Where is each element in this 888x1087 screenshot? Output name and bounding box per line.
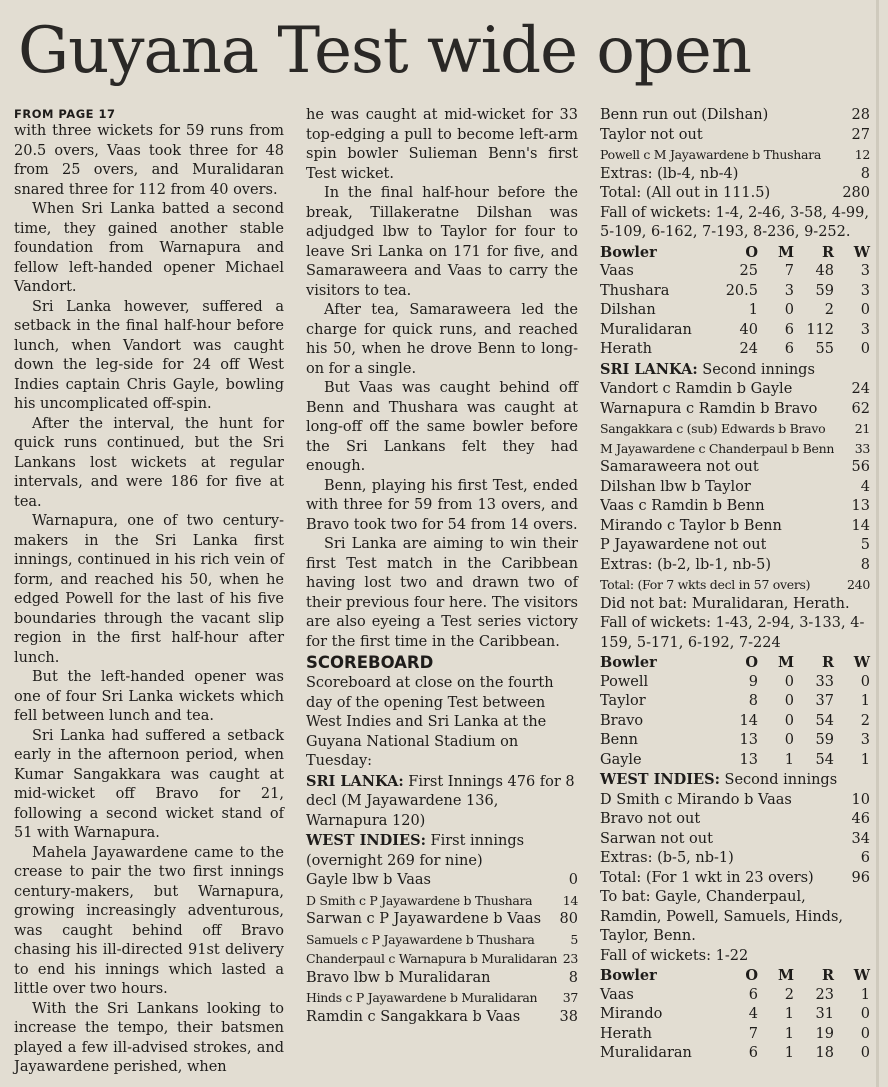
bowling-table-sl-2 (600, 966, 870, 1064)
team-label: WEST INDIES: (600, 771, 720, 788)
batting-row (600, 556, 870, 576)
batting-row (306, 949, 578, 969)
team-label: WEST INDIES: (306, 832, 426, 849)
bowling-row (600, 321, 870, 341)
page-edge-rule (876, 0, 879, 1087)
runs: 8 (568, 969, 578, 986)
runs: 6 (860, 850, 870, 866)
batsman-dismissal: M Jayawardene c Chanderpaul b Benn (600, 440, 835, 456)
bowling-header-cell: Bowler (600, 654, 657, 671)
bowling-row (600, 673, 870, 693)
article-paragraph: After the interval, the hunt for quick runs continued, but the Sri Lankans lost wickets at regular intervals, and were 186 for five at tea. (14, 415, 284, 510)
batsman-dismissal: P Jayawardene not out (600, 537, 767, 553)
bowling-figure: 18 (815, 1045, 834, 1061)
bowling-figure: 1 (784, 1045, 794, 1061)
bowling-figure: 0 (784, 732, 794, 748)
runs: 14 (562, 892, 578, 908)
runs: 10 (851, 791, 870, 808)
bowling-figure: 25 (739, 263, 758, 279)
batsman-dismissal: Vandort c Ramdin b Gayle (600, 381, 793, 397)
bowler-name: Vaas (600, 986, 634, 1003)
batsman-dismissal: D Smith c P Jayawardene b Thushara (306, 892, 533, 908)
batsman-dismissal: Chanderpaul c Warnapura b Muralidaran (306, 951, 558, 966)
runs: 13 (851, 498, 870, 514)
scoreboard-heading: SCOREBOARD (306, 653, 434, 672)
batsman-dismissal: Total: (For 1 wkt in 23 overs) (600, 869, 814, 886)
bowling-figure: 59 (815, 282, 834, 299)
bowling-figure: 14 (739, 712, 758, 729)
bowling-figure: 3 (860, 263, 870, 279)
batting-row (600, 575, 870, 595)
bowling-row (600, 262, 870, 282)
batsman-dismissal: Mirando c Taylor b Benn (600, 517, 782, 534)
batsman-dismissal: Hinds c P Jayawardene b Muralidaran (306, 990, 538, 1005)
wi-first-innings (306, 831, 578, 871)
batsman-dismissal: Extras: (b-2, lb-1, nb-5) (600, 556, 772, 573)
bowling-header-cell: M (777, 654, 794, 671)
bowling-figure: 37 (815, 693, 834, 709)
bowling-row (600, 1044, 870, 1064)
article-paragraph: After tea, Samaraweera led the charge for quick runs, and reached his 50, when he drove Benn to long-on for a single. (306, 302, 578, 377)
bowling-header-cell: R (821, 243, 834, 261)
wi2-batting-list (600, 791, 870, 889)
bowling-figure: 1 (748, 302, 758, 318)
batting-row (600, 400, 870, 420)
sl-fall-of-wickets: Fall of wickets: 1-43, 2-94, 3-133, 4-159, 5-171, 6-192, 7-224 (600, 615, 865, 651)
bowling-table-wi (600, 653, 870, 770)
to-bat: To bat: Gayle, Chanderpaul, Ramdin, Powell, Samuels, Hinds, Taylor, Benn. (600, 889, 844, 944)
bowling-figure: 0 (860, 1025, 870, 1042)
runs: 37 (562, 990, 578, 1005)
batsman-dismissal: Total: (All out in 111.5) (600, 185, 771, 201)
batsman-dismissal: Samuels c P Jayawardene b Thushara (306, 931, 535, 947)
bowling-figure: 48 (815, 263, 834, 279)
bowling-row (600, 1005, 870, 1025)
bowling-header-cell: R (821, 654, 834, 671)
batsman-dismissal: Benn run out (Dilshan) (600, 107, 769, 123)
bowling-figure: 0 (784, 693, 794, 709)
did-not-bat: Did not bat: Muralidaran, Herath. (600, 595, 850, 612)
bowler-name: Muralidaran (600, 321, 692, 338)
runs: 23 (562, 951, 578, 966)
bowling-figure: 1 (784, 751, 794, 768)
article-paragraph: Mahela Jayawardene came to the crease to pair the two first innings century-makers, but Warnapura, growing increasingly adventurous, was caught behind off Bravo chasing his ill-directed 91st delivery to end his innings which lasted a little over two hours. (14, 844, 284, 997)
wi-batting-list-cont (600, 106, 870, 204)
runs: 12 (854, 147, 870, 162)
batting-row (306, 988, 578, 1008)
bowling-figure: 20.5 (725, 282, 758, 299)
runs: 8 (860, 556, 870, 573)
team-label: SRI LANKA: (306, 772, 404, 790)
batting-row (306, 891, 578, 911)
wi-fall-of-wickets: Fall of wickets: 1-4, 2-46, 3-58, 4-99, 5-109, 6-162, 7-193, 8-236, 9-252. (600, 204, 869, 240)
batting-row (600, 184, 870, 204)
bowling-figure: 7 (748, 1025, 758, 1042)
bowling-figure: 0 (784, 302, 794, 318)
article-paragraph: Sri Lanka however, suffered a setback in the final half-hour before lunch, when Vandort was caught down the leg-side for 24 off West Indies captain Chris Gayle, bowling his uncomplicated off-spin. (14, 298, 284, 412)
batting-row (600, 165, 870, 185)
article-paragraph: With the Sri Lankans looking to increase the tempo, their batsmen played a few ill-advised strokes, and Jayawardene perished, when (14, 1000, 284, 1075)
runs: 5 (570, 931, 578, 947)
bowling-figure: 3 (860, 321, 870, 338)
continued-from-label: FROM PAGE 17 (14, 107, 116, 121)
article-paragraph: with three wickets for 59 runs from 20.5 overs, Vaas took three for 48 from 25 overs, and Muralidaran snared three for 112 from 40 overs. (14, 123, 284, 198)
article-paragraph: In the final half-hour before the break, Tillakeratne Dilshan was adjudged lbw to Taylor for four to leave Sri Lanka on 171 for five, and Samaraweera and Vaas to carry the visitors to tea. (306, 185, 578, 299)
bowler-name: Muralidaran (600, 1045, 692, 1061)
bowling-figure: 0 (784, 712, 794, 729)
bowling-row (600, 751, 870, 771)
bowling-figure: 54 (815, 751, 834, 768)
bowler-name: Dilshan (600, 302, 656, 318)
bowling-figure: 2 (860, 712, 870, 729)
runs: 28 (851, 107, 870, 123)
bowling-figure: 6 (784, 321, 794, 338)
sl-first-innings (306, 772, 578, 832)
runs: 33 (854, 440, 870, 456)
batting-row (600, 517, 870, 537)
bowling-figure: 3 (860, 282, 870, 299)
batsman-dismissal: Total: (For 7 wkts decl in 57 overs) (600, 577, 811, 592)
bowling-figure: 8 (748, 693, 758, 709)
bowling-table-sl (600, 243, 870, 360)
batting-row (600, 126, 870, 146)
bowling-figure: 4 (748, 1006, 758, 1022)
bowler-name: Bravo (600, 712, 644, 729)
runs: 14 (851, 517, 870, 534)
runs: 96 (851, 869, 870, 886)
article-paragraph: Sri Lanka had suffered a setback early in the afternoon period, when Kumar Sangakkara was caught at mid-wicket off Bravo for 21, following a second wicket stand of 51 with Warnapura. (14, 727, 284, 841)
bowling-figure: 1 (860, 751, 870, 768)
bowling-header-row (600, 653, 870, 673)
batting-row (600, 869, 870, 889)
sl-second-innings (600, 360, 870, 381)
bowling-figure: 40 (739, 321, 758, 338)
batting-row (600, 380, 870, 400)
bowling-figure: 54 (815, 712, 834, 729)
bowling-figure: 7 (784, 263, 794, 279)
batsman-dismissal: Sangakkara c (sub) Edwards b Bravo (600, 421, 826, 436)
runs: 62 (851, 400, 870, 417)
runs: 46 (851, 811, 870, 827)
bowling-figure: 6 (748, 986, 758, 1003)
batsman-dismissal: Samaraweera not out (600, 459, 759, 475)
batting-row (600, 830, 870, 850)
runs: 80 (559, 911, 578, 927)
batting-row (600, 106, 870, 126)
bowling-header-cell: W (853, 243, 870, 261)
bowler-name: Herath (600, 341, 652, 357)
runs: 38 (559, 1008, 578, 1025)
bowling-figure: 6 (748, 1045, 758, 1061)
article-paragraph: But Vaas was caught behind off Benn and Thushara was caught at long-off off the same bowler before the Sri Lankans felt they had enough. (306, 380, 578, 474)
bowling-figure: 1 (860, 693, 870, 709)
bowling-header-cell: R (821, 967, 834, 984)
batting-row (306, 910, 578, 930)
batsman-dismissal: Ramdin c Sangakkara b Vaas (306, 1008, 521, 1025)
runs: 27 (851, 126, 870, 143)
batsman-dismissal: Vaas c Ramdin b Benn (600, 498, 765, 514)
article-body-2 (306, 106, 578, 652)
bowling-figure: 0 (784, 673, 794, 690)
batsman-dismissal: Dilshan lbw b Taylor (600, 478, 751, 495)
bowling-header-cell: M (777, 967, 794, 984)
batting-row (600, 497, 870, 517)
batsman-dismissal: Taylor not out (600, 126, 703, 143)
bowling-row (600, 282, 870, 302)
bowling-header-cell: O (745, 654, 758, 671)
bowling-figure: 2 (784, 986, 794, 1003)
batsman-dismissal: D Smith c Mirando b Vaas (600, 791, 792, 808)
wi2-fall-of-wickets: Fall of wickets: 1-22 (600, 947, 749, 964)
bowling-figure: 1 (784, 1006, 794, 1022)
bowling-figure: 9 (748, 673, 758, 690)
batting-row (600, 536, 870, 556)
bowling-row (600, 731, 870, 751)
batsman-dismissal: Powell c M Jayawardene b Thushara (600, 147, 822, 162)
batsman-dismissal: Extras: (b-5, nb-1) (600, 850, 734, 866)
article-paragraph: Sri Lanka are aiming to win their first Test match in the Caribbean having lost two and drawn two of their previous four here. The visitors are also eyeing a Test series victory for the first time in the Caribbean. (306, 536, 578, 650)
batting-row (306, 969, 578, 989)
batsman-dismissal: Sarwan not out (600, 830, 713, 847)
bowling-figure: 13 (739, 732, 758, 748)
bowling-header-row (600, 966, 870, 986)
article-paragraph: he was caught at mid-wicket for 33 top-edging a pull to become left-arm spin bowler Sulieman Benn's first Test wicket. (306, 107, 578, 182)
bowler-name: Vaas (600, 263, 634, 279)
batting-row (600, 849, 870, 869)
bowling-figure: 1 (784, 1025, 794, 1042)
bowling-figure: 6 (784, 341, 794, 357)
bowling-row (600, 301, 870, 321)
bowling-header-cell: Bowler (600, 243, 657, 261)
bowling-header-row (600, 243, 870, 263)
batting-row (600, 439, 870, 459)
batting-row (306, 1008, 578, 1028)
batting-row (600, 419, 870, 439)
bowling-row (600, 986, 870, 1006)
bowling-header-cell: M (777, 243, 794, 261)
runs: 56 (851, 459, 870, 475)
article-paragraph: But the left-handed opener was one of four Sri Lanka wickets which fell between lunch and tea. (14, 669, 284, 724)
batsman-dismissal: Bravo lbw b Muralidaran (306, 969, 491, 986)
batting-row (306, 930, 578, 950)
bowling-row (600, 692, 870, 712)
headline: Guyana Test wide open (18, 14, 751, 88)
batting-row (600, 791, 870, 811)
scoreboard-intro: Scoreboard at close on the fourth day of the opening Test between West Indies and Sri Lanka at the Guyana National Stadium on Tuesday: (306, 675, 554, 769)
bowling-figure: 1 (860, 986, 870, 1003)
runs: 0 (568, 872, 578, 888)
bowling-figure: 3 (860, 732, 870, 748)
column-1 (14, 106, 284, 1078)
bowling-figure: 59 (815, 732, 834, 748)
wi-batting-list (306, 871, 578, 1027)
sl-batting-list (600, 380, 870, 595)
innings-summary: Second innings (697, 361, 815, 378)
bowling-figure: 0 (860, 1006, 870, 1022)
bowler-name: Herath (600, 1025, 652, 1042)
bowling-header-cell: O (745, 243, 758, 261)
batsman-dismissal: Sarwan c P Jayawardene b Vaas (306, 911, 542, 927)
batting-row (600, 145, 870, 165)
runs: 280 (842, 185, 870, 201)
bowler-name: Mirando (600, 1006, 663, 1022)
batting-row (600, 810, 870, 830)
bowling-figure: 0 (860, 341, 870, 357)
bowler-name: Benn (600, 732, 638, 748)
column-3 (600, 106, 870, 1064)
bowling-figure: 19 (815, 1025, 834, 1042)
bowling-figure: 0 (860, 673, 870, 690)
article-paragraph: When Sri Lanka batted a second time, they gained another stable foundation from Warnapura and fellow left-handed opener Michael Vandort. (14, 201, 284, 295)
article-paragraph: Benn, playing his first Test, ended with three for 59 from 13 overs, and Bravo took two for 54 from 14 overs. (306, 477, 578, 533)
runs: 8 (860, 165, 870, 182)
runs: 4 (860, 478, 870, 495)
bowler-name: Gayle (600, 751, 642, 768)
article-body-1 (14, 122, 284, 1078)
bowling-header-cell: W (853, 967, 870, 984)
bowling-figure: 3 (784, 282, 794, 299)
runs: 24 (851, 381, 870, 397)
batsman-dismissal: Bravo not out (600, 811, 701, 827)
bowling-figure: 23 (815, 986, 834, 1003)
bowling-figure: 55 (815, 341, 834, 357)
team-label: SRI LANKA: (600, 360, 698, 378)
article-paragraph: Warnapura, one of two century-makers in the Sri Lanka first innings, continued in his rich vein of form, and reached his 50, when he edged Powell for the last of his five boundaries through the vacant slip region in the first half-hour after lunch. (14, 513, 284, 666)
bowling-row (600, 340, 870, 360)
innings-summary: First innings (overnight 269 for nine) (306, 833, 525, 869)
runs: 5 (860, 537, 870, 553)
batsman-dismissal: Warnapura c Ramdin b Bravo (600, 400, 818, 417)
bowler-name: Thushara (600, 282, 670, 299)
bowling-figure: 0 (860, 1045, 870, 1061)
bowling-header-cell: Bowler (600, 967, 657, 984)
bowler-name: Powell (600, 673, 649, 690)
runs: 21 (854, 421, 870, 436)
bowling-figure: 13 (739, 751, 758, 768)
runs: 34 (851, 830, 870, 847)
bowling-figure: 31 (815, 1006, 834, 1022)
batsman-dismissal: Extras: (lb-4, nb-4) (600, 165, 739, 182)
innings-summary: First Innings 476 for 8 decl (M Jayawardene 136, Warnapura 120) (306, 773, 575, 829)
bowling-figure: 2 (824, 302, 834, 318)
runs: 240 (847, 577, 870, 592)
bowling-row (600, 712, 870, 732)
bowling-row (600, 1025, 870, 1045)
column-2 (306, 106, 578, 1027)
innings-summary: Second innings (719, 772, 838, 788)
bowling-header-cell: W (853, 654, 870, 671)
bowling-figure: 24 (739, 341, 758, 357)
bowling-figure: 33 (815, 673, 834, 690)
batting-row (600, 478, 870, 498)
wi-second-innings (600, 770, 870, 791)
bowler-name: Taylor (600, 693, 646, 709)
bowling-figure: 0 (860, 302, 870, 318)
batting-row (306, 871, 578, 891)
bowling-figure: 112 (806, 321, 834, 338)
bowling-header-cell: O (745, 967, 758, 984)
batsman-dismissal: Gayle lbw b Vaas (306, 872, 431, 888)
batting-row (600, 458, 870, 478)
